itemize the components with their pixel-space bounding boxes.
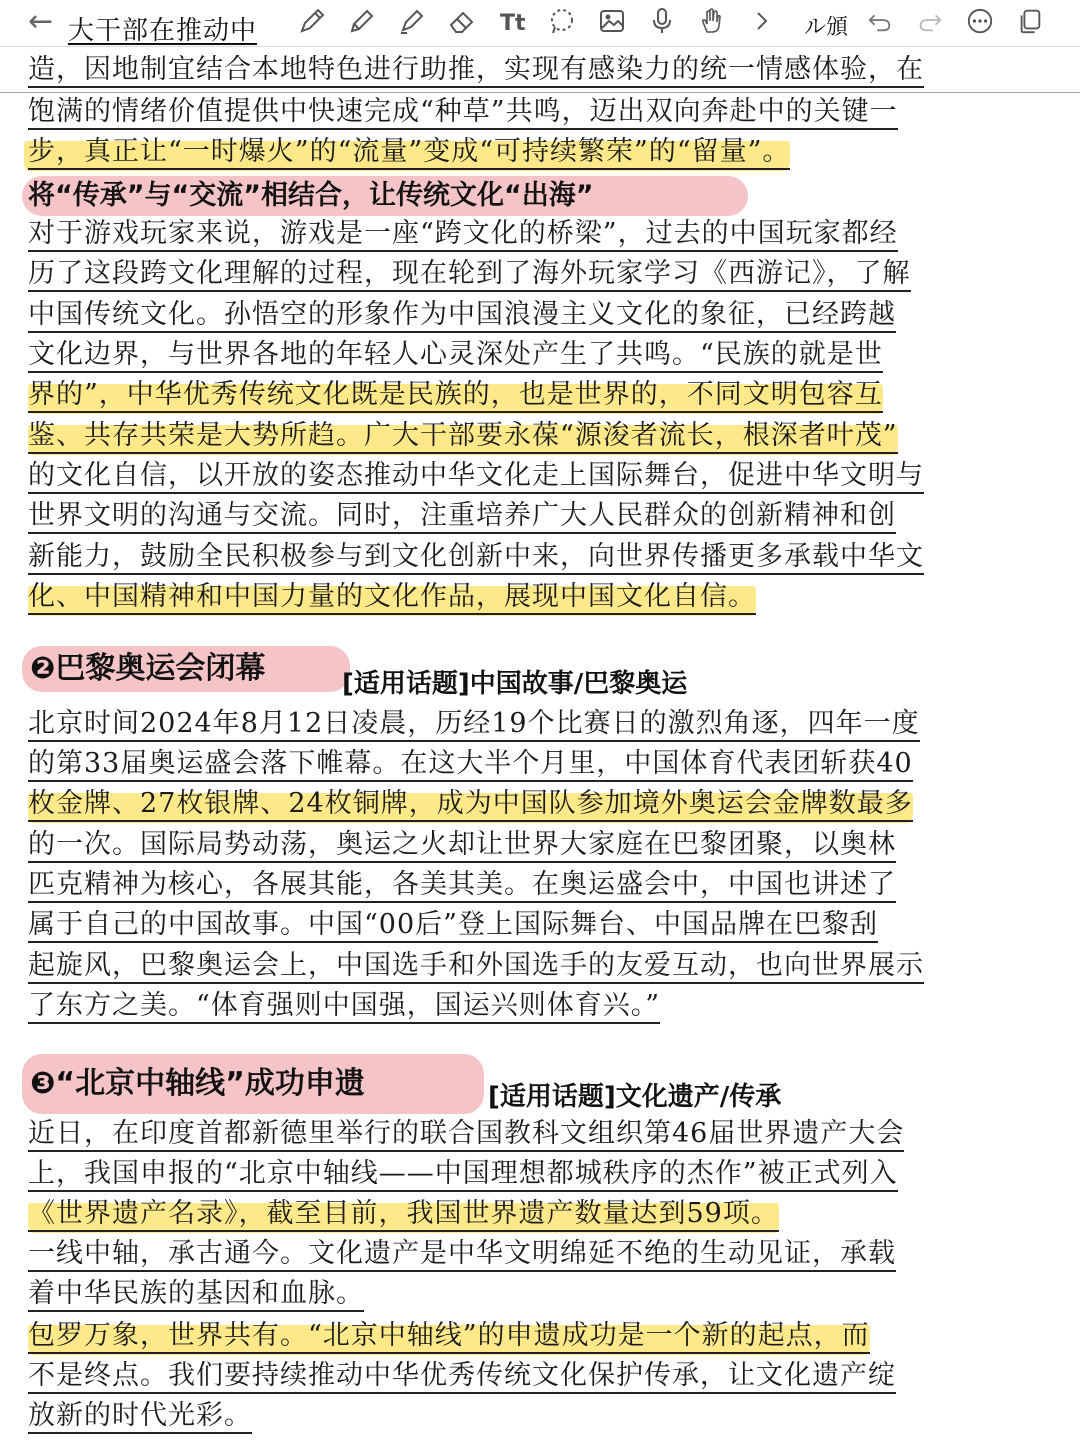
- svg-text:Tt: Tt: [500, 11, 526, 36]
- s2-heading: ❷巴黎奥运会闭幕: [22, 646, 350, 692]
- s1-body-line-5: 界的”，中华优秀传统文化既是民族的，也是世界的，不同文明包容互: [28, 377, 883, 417]
- pen-icon[interactable]: [344, 3, 380, 39]
- s2-line-8: 了东方之美。“体育强则中国强，国运兴则体育兴。”: [28, 988, 660, 1028]
- highlighter-icon[interactable]: [394, 3, 430, 39]
- copy-icon[interactable]: [1012, 3, 1048, 39]
- s2-line-5: 匹克精神为核心，各展其能，各美其美。在奥运盛会中，中国也讲述了: [28, 867, 896, 907]
- s2-line-7: 起旋风，巴黎奥运会上，中国选手和外国选手的友爱互动，也向世界展示: [28, 948, 924, 988]
- s3-line-8: 放新的时代光彩。: [28, 1398, 252, 1438]
- s3-line-7: 不是终点。我们要持续推动中华优秀传统文化保护传承，让文化遗产绽: [28, 1358, 896, 1398]
- s1-body-line-9: 新能力，鼓励全民积极参与到文化创新中来，向世界传播更多承载中华文: [28, 539, 924, 579]
- toolbar-right: [862, 2, 1048, 40]
- text-icon[interactable]: [494, 3, 530, 39]
- arrow-left-icon[interactable]: ←: [28, 4, 54, 39]
- page-rule: [0, 92, 1080, 93]
- s3-line-5: 着中华民族的基因和血脉。: [28, 1276, 364, 1316]
- s3-line-2: 上，我国申报的“北京中轴线——中国理想都城秩序的杰作”被正式列入: [28, 1156, 898, 1196]
- drawing-tools: [294, 2, 780, 40]
- pencil-icon[interactable]: [294, 3, 330, 39]
- s2-line-6: 属于自己的中国故事。中国“00后”登上国际舞台、中国品牌在巴黎刮: [28, 907, 878, 947]
- s1-body-line-10: 化、中国精神和中国力量的文化作品，展现中国文化自信。: [28, 579, 756, 619]
- microphone-icon[interactable]: [644, 3, 680, 39]
- s1-intro-line-1: 造，因地制宜结合本地特色进行助推，实现有感染力的统一情感体验，在: [28, 52, 924, 92]
- note-title[interactable]: 大干部在推动中: [68, 16, 258, 46]
- s2-line-2: 的第33届奥运盛会落下帷幕。在这大半个月里，中国体育代表团斩获40: [28, 746, 913, 786]
- eraser-icon[interactable]: [444, 3, 480, 39]
- redo-icon[interactable]: [912, 3, 948, 39]
- lasso-icon[interactable]: [544, 3, 580, 39]
- undo-icon[interactable]: [862, 3, 898, 39]
- s1-body-line-6: 鉴、共存共荣是大势所趋。广大干部要永葆“源浚者流长，根深者叶茂”: [28, 418, 898, 458]
- s1-body-line-4: 文化边界，与世界各地的年轻人心灵深处产生了共鸣。“民族的就是世: [28, 337, 883, 377]
- s2-topic: [适用话题]中国故事/巴黎奥运: [342, 669, 688, 699]
- s3-line-1: 近日，在印度首都新德里举行的联合国教科文组织第46届世界遗产大会: [28, 1116, 904, 1156]
- chevron-right-icon[interactable]: [744, 3, 780, 39]
- note-toolbar: [0, 0, 1080, 47]
- s1-intro-line-2: 饱满的情绪价值提供中快速完成“种草”共鸣，迈出双向奔赴中的关键一: [28, 94, 898, 134]
- s1-body-line-8: 世界文明的沟通与交流。同时，注重培养广大人民群众的创新精神和创: [28, 498, 896, 538]
- s2-line-3: 枚金牌、27枚银牌、24枚铜牌，成为中国队参加境外奥运会金牌数最多: [28, 786, 913, 826]
- s1-intro-line-3: 步，真正让“一时爆火”的“流量”变成“可持续繁荣”的“留量”。: [24, 134, 790, 174]
- s3-line-6: 包罗万象，世界共有。“北京中轴线”的申遗成功是一个新的起点，而: [28, 1318, 870, 1358]
- s3-heading: ❸“北京中轴线”成功申遗: [22, 1054, 484, 1114]
- image-icon[interactable]: [594, 3, 630, 39]
- s1-body-line-1: 对于游戏玩家来说，游戏是一座“跨文化的桥梁”，过去的中国玩家都经: [28, 216, 898, 256]
- s1-body-line-2: 历了这段跨文化理解的过程，现在轮到了海外玩家学习《西游记》，了解: [28, 256, 911, 296]
- s3-line-4: 一线中轴，承古通今。文化遗产是中华文明绵延不绝的生动见证，承载: [28, 1236, 896, 1276]
- s3-line-3: 《世界遗产名录》，截至目前，我国世界遗产数量达到59项。: [28, 1196, 779, 1236]
- s1-subheading: 将“传承”与“交流”相结合，让传统文化“出海”: [28, 180, 594, 211]
- s1-body-line-7: 的文化自信，以开放的姿态推动中华文化走上国际舞台，促进中华文明与: [28, 458, 924, 498]
- hand-icon[interactable]: [694, 3, 730, 39]
- more-icon[interactable]: [962, 3, 998, 39]
- page-label: ル頒: [804, 15, 849, 40]
- s3-topic: [适用话题]文化遗产/传承: [488, 1082, 782, 1112]
- s2-line-1: 北京时间2024年8月12日凌晨，历经19个比赛日的激烈角逐，四年一度: [28, 706, 920, 746]
- s1-body-line-3: 中国传统文化。孙悟空的形象作为中国浪漫主义文化的象征，已经跨越: [28, 297, 896, 337]
- s2-line-4: 的一次。国际局势动荡，奥运之火却让世界大家庭在巴黎团聚，以奥林: [28, 827, 896, 867]
